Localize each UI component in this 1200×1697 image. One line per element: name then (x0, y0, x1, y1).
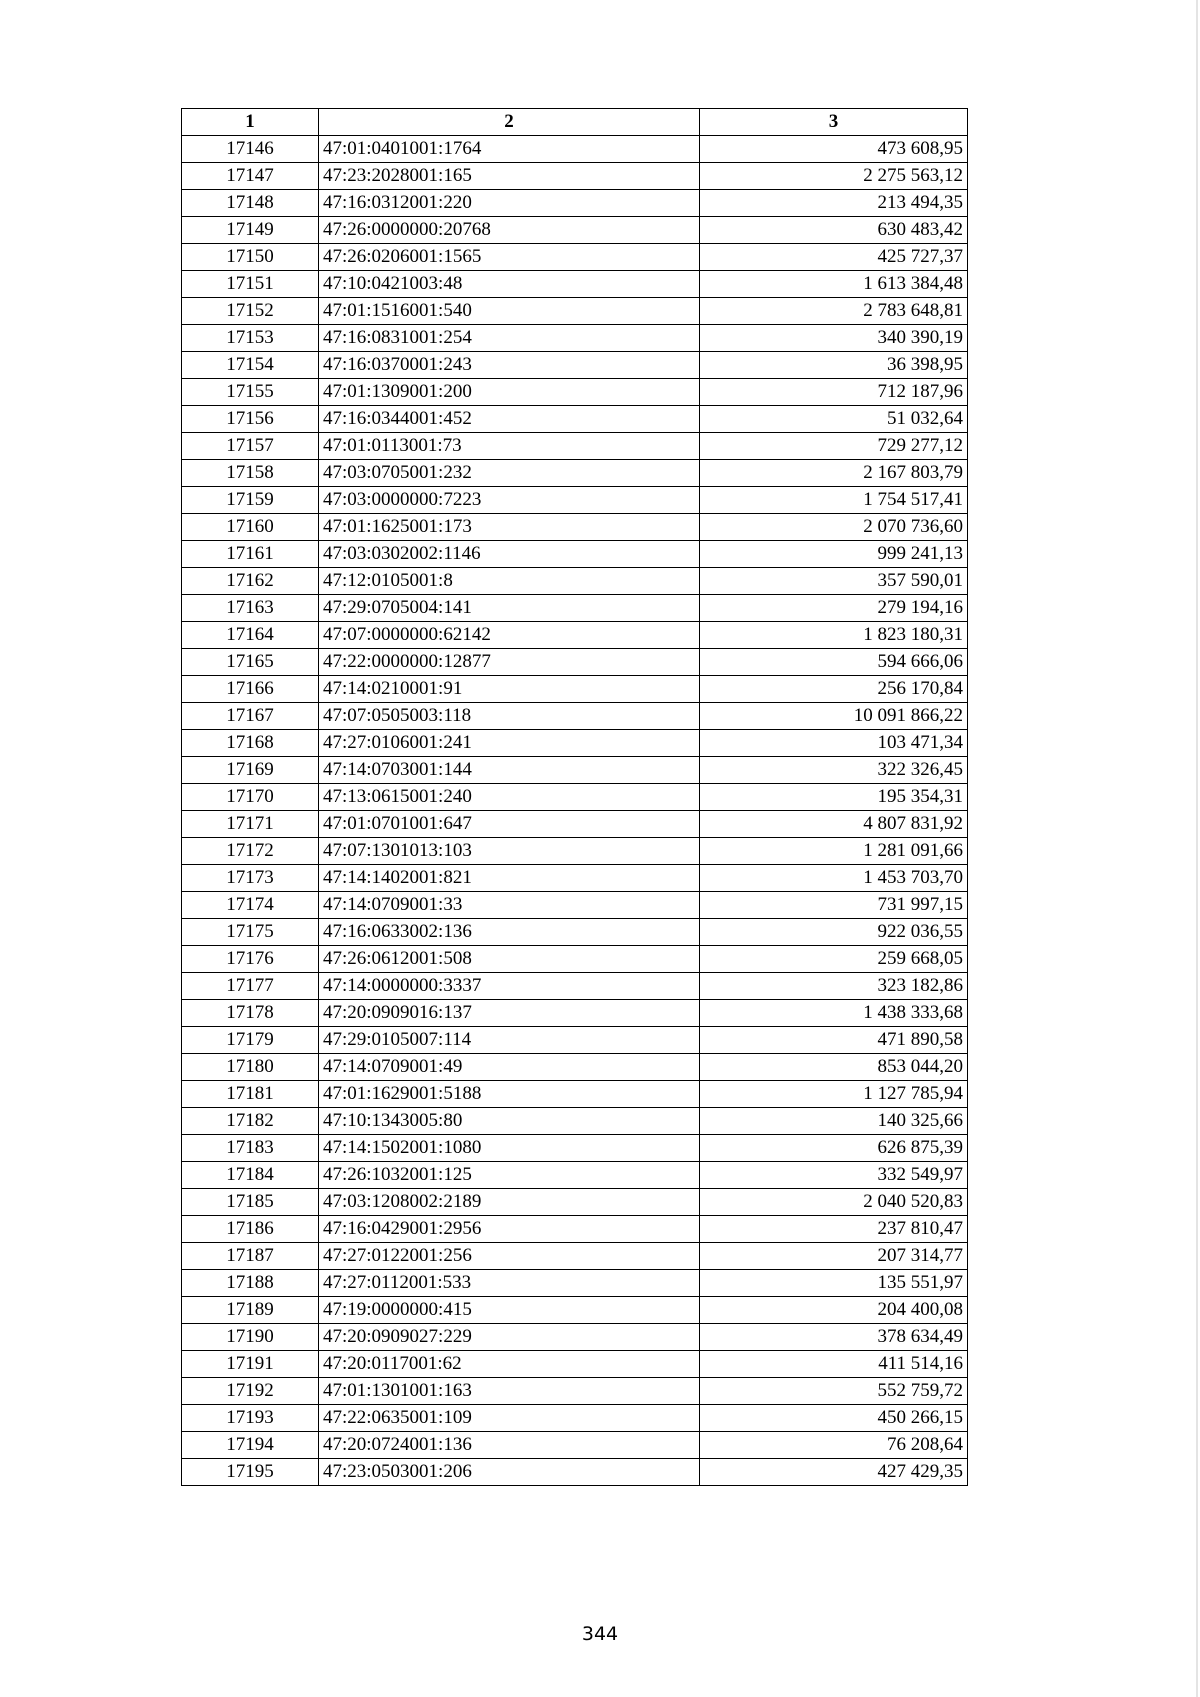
row-number-cell: 17174 (182, 892, 319, 919)
value-cell: 76 208,64 (700, 1432, 968, 1459)
value-cell: 36 398,95 (700, 352, 968, 379)
cadastral-number-cell: 47:20:0909027:229 (319, 1324, 700, 1351)
row-number-cell: 17169 (182, 757, 319, 784)
row-number-cell: 17152 (182, 298, 319, 325)
value-cell: 473 608,95 (700, 136, 968, 163)
page-edge-divider (1196, 0, 1198, 1697)
value-cell: 2 040 520,83 (700, 1189, 968, 1216)
table-row (182, 1000, 968, 1027)
value-cell: 378 634,49 (700, 1324, 968, 1351)
row-number-cell: 17155 (182, 379, 319, 406)
row-number-cell: 17175 (182, 919, 319, 946)
table-row (182, 1216, 968, 1243)
table-row (182, 1135, 968, 1162)
table-row (182, 568, 968, 595)
page-number: 344 (581, 1623, 619, 1645)
cadastral-number-cell: 47:27:0122001:256 (319, 1243, 700, 1270)
cadastral-number-cell: 47:03:0000000:7223 (319, 487, 700, 514)
row-number-cell: 17168 (182, 730, 319, 757)
table-row (182, 973, 968, 1000)
table-row (182, 622, 968, 649)
table-row (182, 1459, 968, 1486)
table-container (181, 108, 967, 1486)
table-row (182, 1432, 968, 1459)
table-row (182, 1054, 968, 1081)
cadastral-number-cell: 47:01:1625001:173 (319, 514, 700, 541)
value-cell: 729 277,12 (700, 433, 968, 460)
cadastral-number-cell: 47:03:0302002:1146 (319, 541, 700, 568)
cadastral-number-cell: 47:14:1402001:821 (319, 865, 700, 892)
cadastral-number-cell: 47:13:0615001:240 (319, 784, 700, 811)
table-row (182, 325, 968, 352)
row-number-cell: 17190 (182, 1324, 319, 1351)
cadastral-number-cell: 47:10:1343005:80 (319, 1108, 700, 1135)
value-cell: 332 549,97 (700, 1162, 968, 1189)
table-row (182, 757, 968, 784)
cadastral-number-cell: 47:03:1208002:2189 (319, 1189, 700, 1216)
value-cell: 103 471,34 (700, 730, 968, 757)
value-cell: 207 314,77 (700, 1243, 968, 1270)
cadastral-number-cell: 47:27:0106001:241 (319, 730, 700, 757)
row-number-cell: 17146 (182, 136, 319, 163)
row-number-cell: 17184 (182, 1162, 319, 1189)
value-cell: 626 875,39 (700, 1135, 968, 1162)
table-row (182, 595, 968, 622)
value-cell: 340 390,19 (700, 325, 968, 352)
value-cell: 922 036,55 (700, 919, 968, 946)
table-row (182, 217, 968, 244)
cadastral-number-cell: 47:20:0724001:136 (319, 1432, 700, 1459)
value-cell: 411 514,16 (700, 1351, 968, 1378)
value-cell: 2 275 563,12 (700, 163, 968, 190)
row-number-cell: 17181 (182, 1081, 319, 1108)
cadastral-number-cell: 47:22:0000000:12877 (319, 649, 700, 676)
row-number-cell: 17172 (182, 838, 319, 865)
value-cell: 1 823 180,31 (700, 622, 968, 649)
cadastral-number-cell: 47:01:1516001:540 (319, 298, 700, 325)
row-number-cell: 17164 (182, 622, 319, 649)
cadastral-number-cell: 47:01:1309001:200 (319, 379, 700, 406)
value-cell: 594 666,06 (700, 649, 968, 676)
cadastral-number-cell: 47:01:0401001:1764 (319, 136, 700, 163)
row-number-cell: 17195 (182, 1459, 319, 1486)
row-number-cell: 17160 (182, 514, 319, 541)
table-row (182, 190, 968, 217)
row-number-cell: 17186 (182, 1216, 319, 1243)
table-row (182, 1324, 968, 1351)
value-cell: 552 759,72 (700, 1378, 968, 1405)
cadastral-number-cell: 47:07:0000000:62142 (319, 622, 700, 649)
row-number-cell: 17189 (182, 1297, 319, 1324)
table-row (182, 244, 968, 271)
cadastral-number-cell: 47:29:0705004:141 (319, 595, 700, 622)
value-cell: 357 590,01 (700, 568, 968, 595)
row-number-cell: 17165 (182, 649, 319, 676)
table-row (182, 271, 968, 298)
row-number-cell: 17147 (182, 163, 319, 190)
table-row (182, 784, 968, 811)
value-cell: 323 182,86 (700, 973, 968, 1000)
cadastral-number-cell: 47:14:0000000:3337 (319, 973, 700, 1000)
table-row (182, 676, 968, 703)
table-row (182, 946, 968, 973)
row-number-cell: 17161 (182, 541, 319, 568)
table-row (182, 1405, 968, 1432)
value-cell: 140 325,66 (700, 1108, 968, 1135)
table-row (182, 1108, 968, 1135)
header-cell-3: 3 (700, 109, 968, 136)
value-cell: 853 044,20 (700, 1054, 968, 1081)
table-row (182, 298, 968, 325)
row-number-cell: 17167 (182, 703, 319, 730)
value-cell: 2 070 736,60 (700, 514, 968, 541)
cadastral-number-cell: 47:14:0703001:144 (319, 757, 700, 784)
row-number-cell: 17176 (182, 946, 319, 973)
row-number-cell: 17188 (182, 1270, 319, 1297)
cadastral-number-cell: 47:27:0112001:533 (319, 1270, 700, 1297)
cadastral-number-cell: 47:14:0210001:91 (319, 676, 700, 703)
table-row (182, 163, 968, 190)
row-number-cell: 17149 (182, 217, 319, 244)
row-number-cell: 17153 (182, 325, 319, 352)
row-number-cell: 17170 (182, 784, 319, 811)
table-row (182, 811, 968, 838)
cadastral-number-cell: 47:10:0421003:48 (319, 271, 700, 298)
header-cell-1: 1 (182, 109, 319, 136)
value-cell: 425 727,37 (700, 244, 968, 271)
cadastral-number-cell: 47:03:0705001:232 (319, 460, 700, 487)
table-row (182, 1351, 968, 1378)
table-row (182, 514, 968, 541)
row-number-cell: 17158 (182, 460, 319, 487)
cadastral-number-cell: 47:16:0633002:136 (319, 919, 700, 946)
cadastral-number-cell: 47:12:0105001:8 (319, 568, 700, 595)
row-number-cell: 17183 (182, 1135, 319, 1162)
table-row (182, 1243, 968, 1270)
table-row (182, 892, 968, 919)
value-cell: 2 783 648,81 (700, 298, 968, 325)
row-number-cell: 17150 (182, 244, 319, 271)
header-cell-2: 2 (319, 109, 700, 136)
header-row (182, 109, 968, 136)
row-number-cell: 17173 (182, 865, 319, 892)
cadastral-number-cell: 47:14:0709001:49 (319, 1054, 700, 1081)
cadastral-number-cell: 47:20:0909016:137 (319, 1000, 700, 1027)
table-row (182, 730, 968, 757)
value-cell: 1 613 384,48 (700, 271, 968, 298)
value-cell: 322 326,45 (700, 757, 968, 784)
row-number-cell: 17157 (182, 433, 319, 460)
row-number-cell: 17191 (182, 1351, 319, 1378)
row-number-cell: 17151 (182, 271, 319, 298)
table-row (182, 379, 968, 406)
cadastral-number-cell: 47:01:0113001:73 (319, 433, 700, 460)
value-cell: 1 438 333,68 (700, 1000, 968, 1027)
value-cell: 10 091 866,22 (700, 703, 968, 730)
row-number-cell: 17185 (182, 1189, 319, 1216)
value-cell: 712 187,96 (700, 379, 968, 406)
table-row (182, 1081, 968, 1108)
table-row (182, 1162, 968, 1189)
row-number-cell: 17192 (182, 1378, 319, 1405)
cadastral-number-cell: 47:26:0000000:20768 (319, 217, 700, 244)
row-number-cell: 17166 (182, 676, 319, 703)
cadastral-number-cell: 47:16:0429001:2956 (319, 1216, 700, 1243)
cadastral-number-cell: 47:16:0312001:220 (319, 190, 700, 217)
row-number-cell: 17178 (182, 1000, 319, 1027)
value-cell: 195 354,31 (700, 784, 968, 811)
cadastral-number-cell: 47:01:1301001:163 (319, 1378, 700, 1405)
cadastral-number-cell: 47:26:0206001:1565 (319, 244, 700, 271)
cadastral-number-cell: 47:07:1301013:103 (319, 838, 700, 865)
value-cell: 1 127 785,94 (700, 1081, 968, 1108)
cadastral-number-cell: 47:20:0117001:62 (319, 1351, 700, 1378)
value-cell: 279 194,16 (700, 595, 968, 622)
cadastral-number-cell: 47:26:1032001:125 (319, 1162, 700, 1189)
table-row (182, 460, 968, 487)
table-row (182, 1270, 968, 1297)
cadastral-number-cell: 47:23:2028001:165 (319, 163, 700, 190)
value-cell: 427 429,35 (700, 1459, 968, 1486)
value-cell: 999 241,13 (700, 541, 968, 568)
table-row (182, 136, 968, 163)
value-cell: 4 807 831,92 (700, 811, 968, 838)
value-cell: 471 890,58 (700, 1027, 968, 1054)
table-row (182, 1297, 968, 1324)
value-cell: 1 453 703,70 (700, 865, 968, 892)
value-cell: 213 494,35 (700, 190, 968, 217)
row-number-cell: 17180 (182, 1054, 319, 1081)
cadastral-number-cell: 47:01:0701001:647 (319, 811, 700, 838)
row-number-cell: 17187 (182, 1243, 319, 1270)
cadastral-number-cell: 47:07:0505003:118 (319, 703, 700, 730)
cadastral-number-cell: 47:16:0370001:243 (319, 352, 700, 379)
table-row (182, 919, 968, 946)
cadastral-number-cell: 47:01:1629001:5188 (319, 1081, 700, 1108)
table-row (182, 649, 968, 676)
table-row (182, 541, 968, 568)
table-row (182, 838, 968, 865)
cadastral-number-cell: 47:16:0831001:254 (319, 325, 700, 352)
value-cell: 1 281 091,66 (700, 838, 968, 865)
cadastral-number-cell: 47:26:0612001:508 (319, 946, 700, 973)
table-row (182, 487, 968, 514)
row-number-cell: 17171 (182, 811, 319, 838)
row-number-cell: 17162 (182, 568, 319, 595)
cadastral-number-cell: 47:23:0503001:206 (319, 1459, 700, 1486)
cadastral-number-cell: 47:29:0105007:114 (319, 1027, 700, 1054)
value-cell: 256 170,84 (700, 676, 968, 703)
row-number-cell: 17154 (182, 352, 319, 379)
value-cell: 630 483,42 (700, 217, 968, 244)
table-row (182, 352, 968, 379)
row-number-cell: 17177 (182, 973, 319, 1000)
value-cell: 450 266,15 (700, 1405, 968, 1432)
cadastral-number-cell: 47:14:0709001:33 (319, 892, 700, 919)
row-number-cell: 17159 (182, 487, 319, 514)
table-row (182, 1189, 968, 1216)
cadastral-number-cell: 47:14:1502001:1080 (319, 1135, 700, 1162)
value-cell: 2 167 803,79 (700, 460, 968, 487)
data-table (181, 108, 968, 1486)
value-cell: 51 032,64 (700, 406, 968, 433)
table-row (182, 865, 968, 892)
cadastral-number-cell: 47:19:0000000:415 (319, 1297, 700, 1324)
row-number-cell: 17148 (182, 190, 319, 217)
table-header (182, 109, 968, 136)
value-cell: 259 668,05 (700, 946, 968, 973)
row-number-cell: 17179 (182, 1027, 319, 1054)
table-row (182, 703, 968, 730)
value-cell: 135 551,97 (700, 1270, 968, 1297)
value-cell: 1 754 517,41 (700, 487, 968, 514)
cadastral-number-cell: 47:16:0344001:452 (319, 406, 700, 433)
table-row (182, 1027, 968, 1054)
cadastral-number-cell: 47:22:0635001:109 (319, 1405, 700, 1432)
row-number-cell: 17182 (182, 1108, 319, 1135)
table-row (182, 1378, 968, 1405)
table-row (182, 433, 968, 460)
row-number-cell: 17163 (182, 595, 319, 622)
value-cell: 204 400,08 (700, 1297, 968, 1324)
value-cell: 731 997,15 (700, 892, 968, 919)
table-body (182, 136, 968, 1486)
row-number-cell: 17194 (182, 1432, 319, 1459)
row-number-cell: 17156 (182, 406, 319, 433)
table-row (182, 406, 968, 433)
row-number-cell: 17193 (182, 1405, 319, 1432)
value-cell: 237 810,47 (700, 1216, 968, 1243)
